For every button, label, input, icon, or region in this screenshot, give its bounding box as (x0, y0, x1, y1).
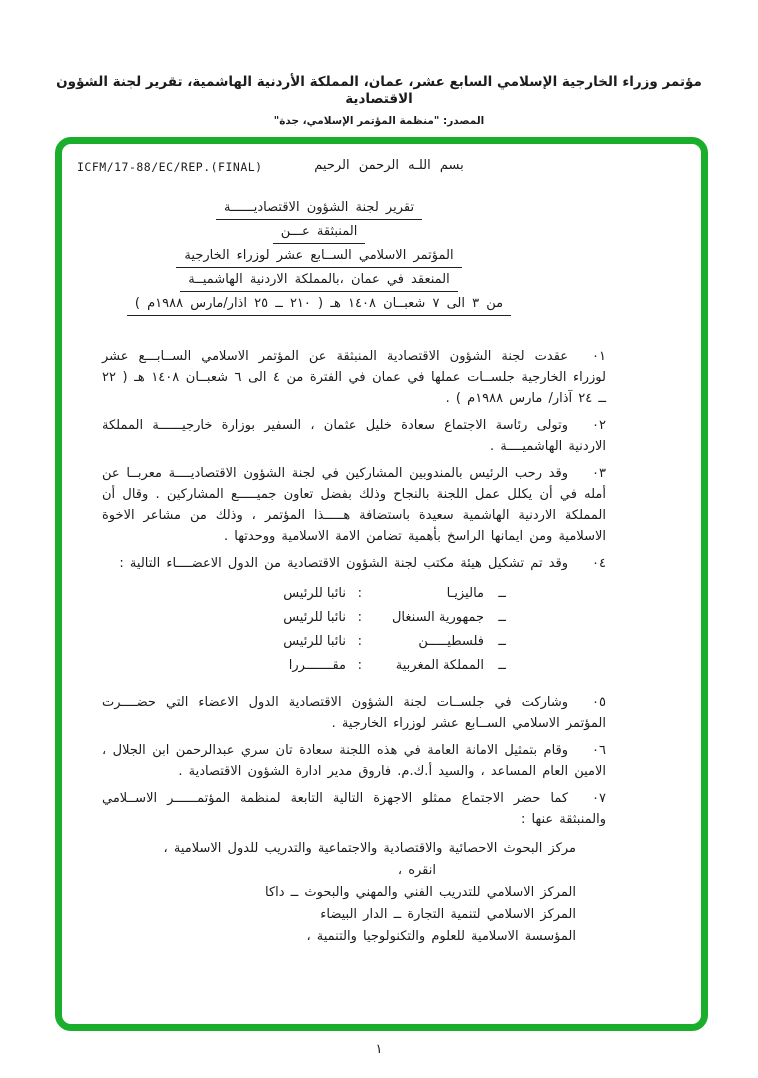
paragraph-2 (102, 415, 606, 457)
organization-line: انقره ، (397, 863, 436, 878)
report-title-block (127, 200, 511, 316)
country-name: ماليزيـا (446, 586, 484, 601)
paragraph-text: وقام بتمثيل الامانة العامة في هذه اللجنة سعادة تان سري عبدالرحمن ابن الجلال ، الامين العام المساعد ، والسيد أ.ك.م. فاروق مدير ادارة الشؤون الاقتصادية . (102, 743, 606, 779)
paragraph-text: وشاركت في جلســات لجنة الشؤون الاقتصادية الدول الاعضاء التي حضــــرت المؤتمر الاسلامي الســابع عشر لوزراء الخارجية . (102, 695, 606, 731)
paragraph-4 (102, 553, 606, 574)
page-header-title: مؤتمر وزراء الخارجية الإسلامي السابع عشر، عمان، المملكة الأردنية الهاشمية، تقرير لجنة الشؤون الاقتصادية (56, 74, 702, 107)
paragraph-text: وقد رحب الرئيس بالمندوبين المشاركين في لجنة الشؤون الاقتصاديــــة معربــا عن أمله في أن يكلل عمل اللجنة بالنجاح وذلك بفضل تعاون جميـــــع المشاركين . وقال أن المملكة الاردنية الهاشمية سعيدة باستضافة هـــــذا المؤتمر ، وذلك من مشاعر الاخوة الاسلامية ومن ايمانها الراسخ بأهمية تضامن الامة الاسلامية ووحدتها . (102, 466, 606, 544)
role-name: نائبا للرئيس (283, 586, 346, 601)
paragraph-3 (102, 463, 606, 547)
dash-bullet: ــ (498, 634, 506, 649)
paragraph-6 (102, 740, 606, 782)
document-head-row (77, 158, 606, 180)
paragraph-text: عقدت لجنة الشؤون الاقتصادية المنبثقة عن المؤتمر الاسلامي الســابـــع عشر لوزراء الخارجية جلســات عملها في عمان في الفترة من ٤ الى ٦ شعبــان ١٤٠٨ هـ ( ٢٢ ــ ٢٤ آذار/ مارس ١٩٨٨م ) . (102, 349, 606, 406)
report-title-line: من ٣ الى ٧ شعبــان ١٤٠٨ هـ ( ٢١٠ ــ ٢٥ اذار/مارس ١٩٨٨م ) (127, 296, 511, 316)
page-header-source: المصدر: "منظمة المؤتمر الإسلامي، جدة" (273, 115, 485, 127)
report-title-line: المؤتمر الاسلامي الســابع عشر لوزراء الخارجية (176, 248, 461, 268)
organizations-list (102, 838, 576, 948)
colon-separator: : (357, 610, 362, 625)
document-content (62, 144, 701, 1024)
basmala-text: بسم اللـه الرحمن الرحيم (314, 158, 464, 173)
dash-bullet: ــ (498, 610, 506, 625)
role-name: نائبا للرئيس (283, 610, 346, 625)
paragraph-number: ٠٣ (592, 466, 606, 481)
organization-line: المركز الاسلامي للتدريب الفني والمهني والبحوث ــ داكا (264, 885, 576, 900)
paragraph-number: ٠٦ (592, 743, 606, 758)
paragraph-text: كما حضر الاجتماع ممثلو الاجهزة التالية التابعة لمنظمة المؤتمــــــر الاســلامي والمنبثقة عنها : (102, 791, 606, 827)
page-header (0, 74, 758, 127)
report-title-line: تقرير لجنة الشؤون الاقتصاديــــــة (216, 200, 422, 220)
paragraph-number: ٠٥ (592, 695, 606, 710)
report-title-line: المنبثقة عـــن (273, 224, 366, 244)
bureau-row (102, 606, 506, 630)
paragraph-7 (102, 788, 606, 830)
bureau-row (102, 630, 506, 654)
paragraph-5 (102, 692, 606, 734)
bureau-row (102, 582, 506, 606)
colon-separator: : (357, 586, 362, 601)
role-name: مقـــــــررا (288, 658, 346, 673)
paragraph-number: ٠٢ (592, 418, 606, 433)
paragraph-number: ٠١ (592, 349, 606, 364)
document-frame (55, 137, 708, 1031)
dash-bullet: ــ (498, 586, 506, 601)
reference-code: ICFM/17-88/EC/REP.(FINAL) (77, 160, 263, 174)
organization-line: مركز البحوث الاحصائية والاقتصادية والاجتماعية والتدريب للدول الاسلامية ، (163, 841, 576, 856)
paragraph-text: وتولى رئاسة الاجتماع سعادة خليل عثمان ، السفير بوزارة خارجيــــــة المملكة الاردنية الهاشميــــة . (102, 418, 606, 454)
bureau-list (102, 582, 506, 678)
paragraph-text: وقد تم تشكيل هيئة مكتب لجنة الشؤون الاقتصادية من الدول الاعضــــاء التالية : (119, 556, 569, 571)
role-name: نائبا للرئيس (283, 634, 346, 649)
bureau-row (102, 654, 506, 678)
page-number: ١ (375, 1042, 383, 1057)
organization-line: المركز الاسلامي لتنمية التجارة ــ الدار البيضاء (320, 907, 576, 922)
country-name: المملكة المغربية (395, 658, 484, 673)
paragraph-number: ٠٤ (592, 556, 606, 571)
country-name: فلسطيـــــن (418, 634, 484, 649)
country-name: جمهورية السنغال (391, 610, 484, 625)
report-title-line: المنعقد في عمان ،بالمملكة الاردنية الهاشميــة (180, 272, 457, 292)
colon-separator: : (357, 634, 362, 649)
dash-bullet: ــ (498, 658, 506, 673)
colon-separator: : (357, 658, 362, 673)
paragraph-1 (102, 346, 606, 409)
paragraph-number: ٠٧ (592, 791, 606, 806)
organization-line: المؤسسة الاسلامية للعلوم والتكنولوجيا والتنمية ، (306, 929, 576, 944)
